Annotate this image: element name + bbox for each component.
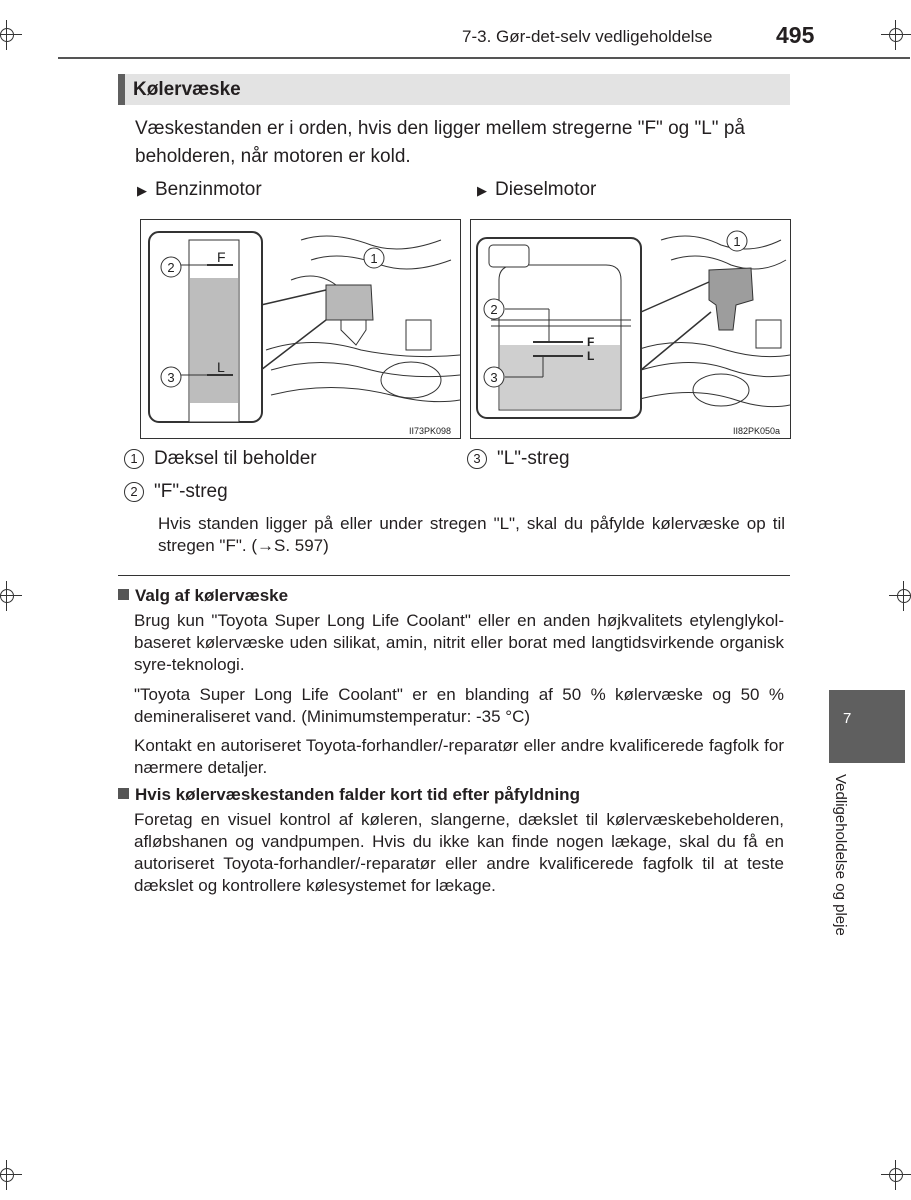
square-bullet-icon <box>118 788 129 799</box>
callout-3: 3 <box>167 370 175 385</box>
registration-mark <box>0 20 22 50</box>
legend-item: 2 "F"-streg <box>124 481 228 503</box>
legend-item: 3 "L"-streg <box>467 448 570 470</box>
figure-code: II73PK098 <box>409 426 452 436</box>
figure-diesel <box>470 219 791 439</box>
legend-number: 2 <box>124 482 144 502</box>
engine-illustration-petrol <box>141 220 460 438</box>
section-paragraph: "Toyota Super Long Life Coolant" er en blanding af 50 % kølervæske og 50 % demineraliseret vand. (Minimumstemperatur: -35 °C) <box>134 685 784 726</box>
section-header: 7-3. Gør-det-selv vedligeholdelse <box>462 27 713 46</box>
registration-mark <box>0 581 22 611</box>
header-rule <box>58 57 910 59</box>
square-bullet-icon <box>118 589 129 600</box>
legend-number: 1 <box>124 449 144 469</box>
registration-mark <box>889 581 911 611</box>
page-title: Kølervæske <box>133 79 241 100</box>
section-heading: Valg af kølervæske <box>118 586 288 606</box>
figure-label-petrol: ▶ Benzinmotor <box>137 179 262 200</box>
chapter-tab <box>829 690 905 763</box>
callout-3: 3 <box>490 370 498 385</box>
page-number: 495 <box>776 22 815 48</box>
triangle-icon: ▶ <box>477 183 487 198</box>
callout-1: 1 <box>733 234 741 249</box>
section-paragraph: Brug kun "Toyota Super Long Life Coolant" eller en anden højkvalitets etylenglykol-baseret kølervæske uden silikat, amin, nitrit eller borat med langtidsvirkende organisk syre-teknologi. <box>134 611 784 674</box>
section-paragraph: Foretag en visuel kontrol af køleren, slangerne, dækslet til kølervæskebeholderen, afløbshanen og vandpumpen. Hvis du ikke kan finde nogen lækage, skal du få en autoriseret Toyota-forhandler/-reparatør eller andre kvalificerede fagfolk til at teste dækslet og kontrollere kølesystemet for lækage. <box>134 810 784 895</box>
section-heading: Hvis kølervæskestanden falder kort tid efter påfyldning <box>118 785 580 805</box>
mark-f: F <box>587 335 595 349</box>
triangle-icon: ▶ <box>137 183 147 198</box>
registration-mark <box>881 20 911 50</box>
figure-code: II82PK050a <box>733 426 781 436</box>
section-divider <box>118 575 790 576</box>
registration-mark <box>0 1160 22 1190</box>
mark-f: F <box>217 249 226 265</box>
engine-illustration-diesel <box>471 220 790 438</box>
legend-note: Hvis standen ligger på eller under stregen "L", skal du påfylde kølervæske op til stregen "F". (→S. 597) <box>158 514 785 555</box>
callout-2: 2 <box>167 260 175 275</box>
chapter-label: Vedligeholdelse og pleje <box>832 774 849 936</box>
registration-mark <box>881 1160 911 1190</box>
figure-petrol <box>140 219 461 439</box>
chapter-number: 7 <box>843 710 852 727</box>
intro-text: Væskestanden er i orden, hvis den ligger mellem stregerne "F" og "L" på beholderen, når motoren er kold. <box>135 118 745 167</box>
mark-l: L <box>587 349 595 363</box>
figure-label-diesel: ▶ Dieselmotor <box>477 179 597 200</box>
callout-1: 1 <box>370 251 378 266</box>
section-paragraph: Kontakt en autoriseret Toyota-forhandler/-reparatør eller andre kvalificerede fagfolk for nærmere detaljer. <box>134 736 784 777</box>
legend-item: 1 Dæksel til beholder <box>124 448 317 470</box>
title-bar <box>118 74 790 105</box>
mark-l: L <box>217 359 225 375</box>
callout-2: 2 <box>490 302 498 317</box>
legend-number: 3 <box>467 449 487 469</box>
